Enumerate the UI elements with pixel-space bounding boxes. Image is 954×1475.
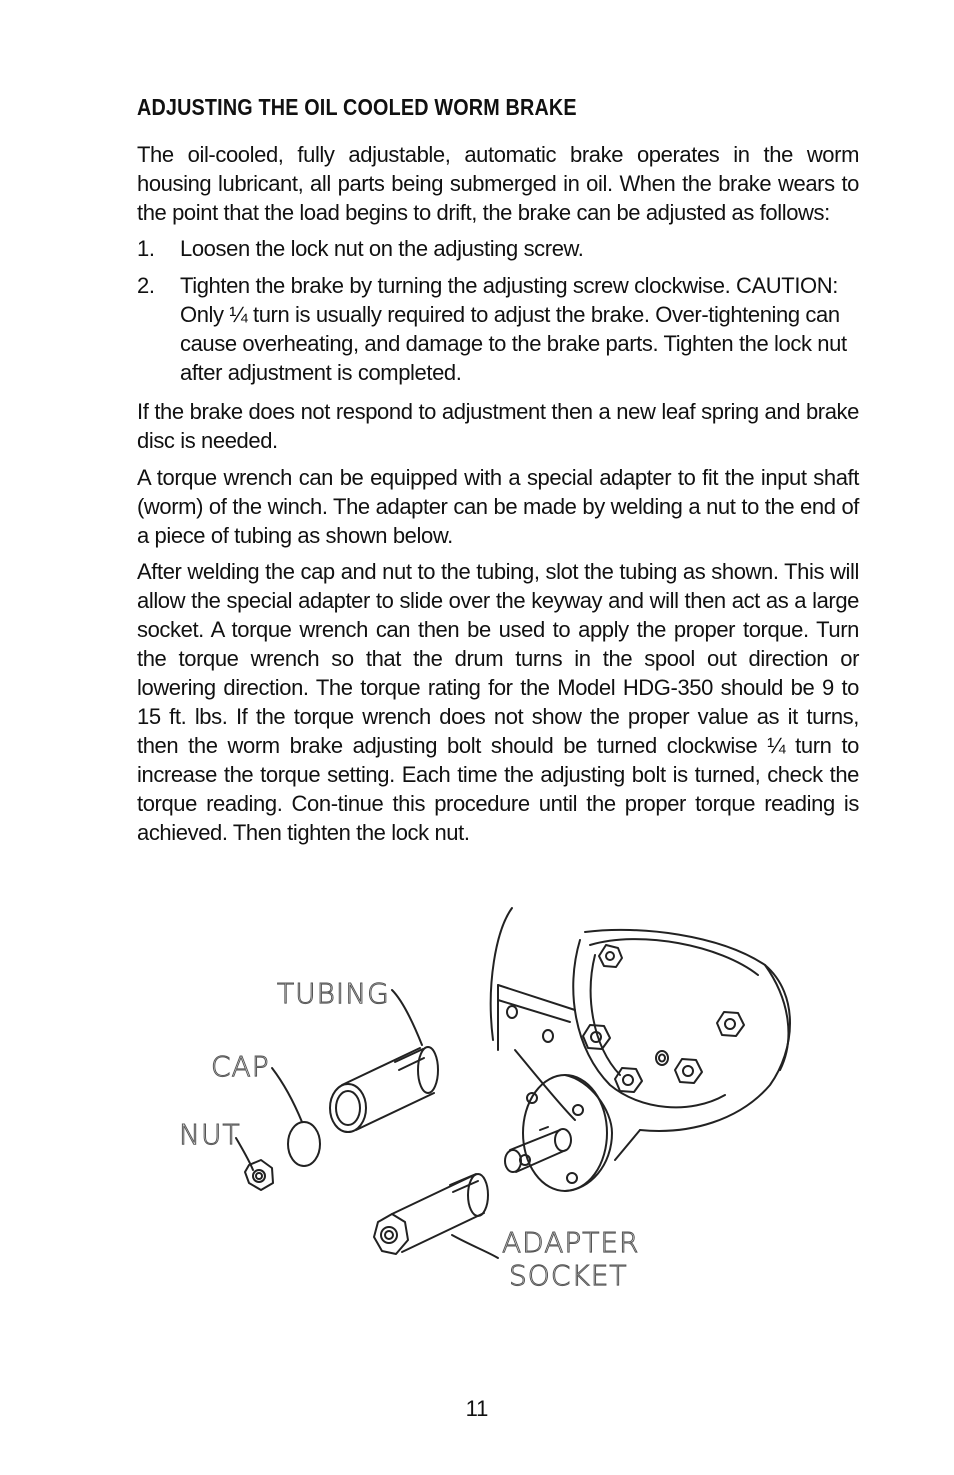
step-number: 1. [137,236,155,261]
adapter-socket-illustration [170,900,810,1300]
section-heading: ADJUSTING THE OIL COOLED WORM BRAKE [137,94,577,120]
cap-drawing [288,1122,320,1166]
page-number: 11 [465,1396,489,1421]
torque-wrench-paragraph: A torque wrench can be equipped with a special adapter to fit the input shaft (worm) of the winch. The adapter can be made by welding a nut to the end of a piece of tubing as shown below. [137,465,859,548]
leaf-spring-paragraph: If the brake does not respond to adjustment then a new leaf spring and brake disc is needed. [137,399,859,453]
input-shaft-drawing [505,1075,612,1191]
tubing-leader-line [392,990,422,1045]
torque-wrench-block [137,463,859,550]
step-text: Loosen the lock nut on the adjusting screw. [180,236,584,261]
procedure-paragraph: After welding the cap and nut to the tubing, slot the tubing as shown. This will allow the special adapter to slide over the keyway and will then act as a large socket. A torque wrench can then be used to apply the proper torque. Turn the torque wrench so that the drum turns in the spool out direction or lowering direction. The torque rating for the Model HDG-350 should be 9 to 15 ft. lbs. If the torque wrench does not show the proper value as it turns, then the worm brake adjusting bolt should be turned clockwise ¼ turn to increase the torque setting. Each time the adjusting bolt is turned, check the torque reading. Con-tinue this procedure until the proper torque reading is achieved. Then tighten the lock nut. [137,559,859,845]
procedure-block [137,557,859,847]
step-1 [137,234,859,263]
step-number: 2. [137,273,155,298]
label-adapter: ADAPTER [502,1226,640,1259]
adapter-leader-line [452,1235,498,1258]
label-cap: CAP [211,1050,270,1083]
adapter-socket-drawing [374,1174,488,1254]
winch-housing-drawing [491,908,790,1160]
label-tubing: TUBING [277,977,390,1010]
label-nut: NUT [179,1118,241,1151]
cap-leader-line [272,1068,302,1122]
step-2 [137,271,859,387]
nut-drawing [245,1160,273,1190]
intro-block [137,140,859,227]
intro-paragraph: The oil-cooled, fully adjustable, automatic brake operates in the worm housing lubricant, all parts being submerged in oil. When the brake wears to the point that the load begins to drift, the brake can be adjusted as follows: [137,142,859,225]
step-text: Tighten the brake by turning the adjusting screw clockwise. CAUTION: Only ¼ turn is usually required to adjust the brake. Over-tightening can cause overheating, and damage to the brake parts. Tighten the lock nut after adjustment is completed. [180,273,847,385]
tubing-drawing [330,1047,438,1132]
leaf-spring-block [137,397,859,455]
label-socket: SOCKET [509,1259,628,1292]
